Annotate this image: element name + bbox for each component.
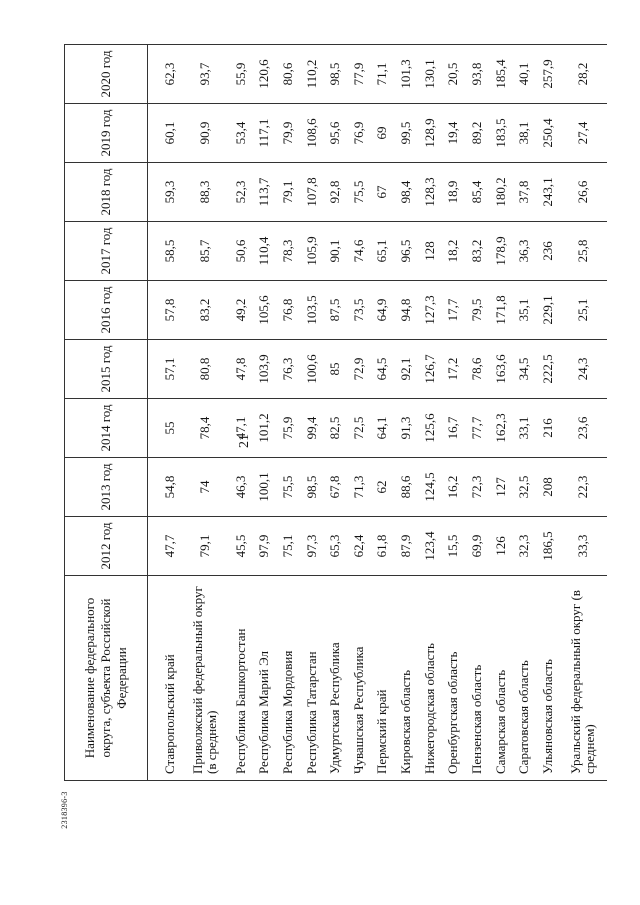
value-cell: 123,4 [418, 517, 442, 576]
value-cell: 126,7 [418, 340, 442, 399]
value-cell: 163,6 [489, 340, 513, 399]
header-year-4: 2015 год [65, 340, 148, 399]
value-cell: 33,3 [560, 517, 607, 576]
document-code: 2318396-3 [60, 791, 69, 829]
value-cell: 32,5 [512, 458, 536, 517]
region-name-cell: Республика Башкортостан [229, 576, 253, 781]
value-cell: 98,5 [323, 45, 347, 104]
value-cell: 100,1 [253, 458, 277, 517]
value-cell: 126 [489, 517, 513, 576]
value-cell: 93,7 [182, 45, 229, 104]
region-name-cell: Приволжский федеральный округ (в среднем) [182, 576, 229, 781]
spacer-cell [148, 340, 159, 399]
value-cell: 38,1 [512, 104, 536, 163]
spacer-row [148, 45, 159, 781]
table-row [394, 45, 418, 781]
header-year-8: 2019 год [65, 104, 148, 163]
value-cell: 15,5 [442, 517, 466, 576]
value-cell: 77,7 [465, 399, 489, 458]
value-cell: 79,9 [276, 104, 300, 163]
value-cell: 79,1 [276, 163, 300, 222]
value-cell: 36,3 [512, 222, 536, 281]
value-cell: 18,9 [442, 163, 466, 222]
value-cell: 208 [536, 458, 560, 517]
value-cell: 47,8 [229, 340, 253, 399]
value-cell: 183,5 [489, 104, 513, 163]
value-cell: 75,5 [347, 163, 371, 222]
value-cell: 85,4 [465, 163, 489, 222]
table-row [253, 45, 277, 781]
spacer-cell [148, 576, 159, 781]
value-cell: 75,5 [276, 458, 300, 517]
region-name-cell: Удмуртская Республика [323, 576, 347, 781]
value-cell: 99,4 [300, 399, 324, 458]
value-cell: 57,8 [158, 281, 182, 340]
value-cell: 47,1 [229, 399, 253, 458]
region-name-cell: Ставропольский край [158, 576, 182, 781]
value-cell: 85 [323, 340, 347, 399]
table-row [158, 45, 182, 781]
spacer-cell [148, 222, 159, 281]
region-name-cell: Кировская область [394, 576, 418, 781]
value-cell: 76,3 [276, 340, 300, 399]
value-cell: 185,4 [489, 45, 513, 104]
header-row [65, 45, 148, 781]
value-cell: 128,3 [418, 163, 442, 222]
value-cell: 58,5 [158, 222, 182, 281]
value-cell: 108,6 [300, 104, 324, 163]
value-cell: 80,6 [276, 45, 300, 104]
value-cell: 25,8 [560, 222, 607, 281]
value-cell: 73,5 [347, 281, 371, 340]
value-cell: 250,4 [536, 104, 560, 163]
value-cell: 55,9 [229, 45, 253, 104]
value-cell: 26,6 [560, 163, 607, 222]
value-cell: 101,2 [253, 399, 277, 458]
value-cell: 16,7 [442, 399, 466, 458]
value-cell: 127 [489, 458, 513, 517]
region-name-cell: Саратовская область [512, 576, 536, 781]
value-cell: 180,2 [489, 163, 513, 222]
value-cell: 83,2 [465, 222, 489, 281]
value-cell: 89,2 [465, 104, 489, 163]
value-cell: 54,8 [158, 458, 182, 517]
value-cell: 62,3 [158, 45, 182, 104]
value-cell: 65,1 [371, 222, 395, 281]
value-cell: 74 [182, 458, 229, 517]
region-name-cell: Самарская область [489, 576, 513, 781]
table-row [489, 45, 513, 781]
value-cell: 113,7 [253, 163, 277, 222]
header-year-7: 2018 год [65, 163, 148, 222]
value-cell: 107,8 [300, 163, 324, 222]
value-cell: 178,9 [489, 222, 513, 281]
table-row [347, 45, 371, 781]
value-cell: 28,2 [560, 45, 607, 104]
value-cell: 75,1 [276, 517, 300, 576]
value-cell: 229,1 [536, 281, 560, 340]
value-cell: 128 [418, 222, 442, 281]
value-cell: 88,6 [394, 458, 418, 517]
value-cell: 130,1 [418, 45, 442, 104]
value-cell: 64,1 [371, 399, 395, 458]
header-year-1: 2012 год [65, 517, 148, 576]
table-row [300, 45, 324, 781]
value-cell: 49,2 [229, 281, 253, 340]
value-cell: 98,5 [300, 458, 324, 517]
header-year-3: 2014 год [65, 399, 148, 458]
value-cell: 18,2 [442, 222, 466, 281]
table-row [276, 45, 300, 781]
value-cell: 72,5 [347, 399, 371, 458]
value-cell: 75,9 [276, 399, 300, 458]
table-row [512, 45, 536, 781]
value-cell: 97,9 [253, 517, 277, 576]
region-name-cell: Ульяновская область [536, 576, 560, 781]
spacer-cell [148, 399, 159, 458]
value-cell: 78,3 [276, 222, 300, 281]
value-cell: 61,8 [371, 517, 395, 576]
value-cell: 79,1 [182, 517, 229, 576]
value-cell: 76,8 [276, 281, 300, 340]
table-row [418, 45, 442, 781]
page-number: 21 [237, 434, 252, 448]
region-name-cell: Республика Татарстан [300, 576, 324, 781]
value-cell: 110,2 [300, 45, 324, 104]
value-cell: 35,1 [512, 281, 536, 340]
value-cell: 34,5 [512, 340, 536, 399]
value-cell: 97,3 [300, 517, 324, 576]
value-cell: 40,1 [512, 45, 536, 104]
value-cell: 92,1 [394, 340, 418, 399]
value-cell: 27,4 [560, 104, 607, 163]
data-table [64, 44, 607, 781]
table-row [229, 45, 253, 781]
value-cell: 67 [371, 163, 395, 222]
value-cell: 95,6 [323, 104, 347, 163]
value-cell: 24,3 [560, 340, 607, 399]
region-name-cell: Уральский федеральный округ (в среднем) [560, 576, 607, 781]
rotated-table-frame [64, 45, 607, 781]
value-cell: 117,1 [253, 104, 277, 163]
value-cell: 236 [536, 222, 560, 281]
value-cell: 64,9 [371, 281, 395, 340]
value-cell: 98,4 [394, 163, 418, 222]
value-cell: 71,1 [371, 45, 395, 104]
value-cell: 50,6 [229, 222, 253, 281]
value-cell: 101,3 [394, 45, 418, 104]
value-cell: 124,5 [418, 458, 442, 517]
value-cell: 90,9 [182, 104, 229, 163]
value-cell: 46,3 [229, 458, 253, 517]
value-cell: 72,9 [347, 340, 371, 399]
value-cell: 94,8 [394, 281, 418, 340]
value-cell: 110,4 [253, 222, 277, 281]
table-row [182, 45, 229, 781]
table-row [371, 45, 395, 781]
value-cell: 62,4 [347, 517, 371, 576]
value-cell: 59,3 [158, 163, 182, 222]
value-cell: 45,5 [229, 517, 253, 576]
table-container [64, 45, 607, 781]
spacer-cell [148, 45, 159, 104]
value-cell: 87,5 [323, 281, 347, 340]
value-cell: 37,8 [512, 163, 536, 222]
value-cell: 67,8 [323, 458, 347, 517]
value-cell: 162,3 [489, 399, 513, 458]
value-cell: 125,6 [418, 399, 442, 458]
value-cell: 19,4 [442, 104, 466, 163]
spacer-cell [148, 104, 159, 163]
value-cell: 17,2 [442, 340, 466, 399]
region-name-cell: Пермский край [371, 576, 395, 781]
value-cell: 216 [536, 399, 560, 458]
spacer-cell [148, 163, 159, 222]
region-name-cell: Республика Мордовия [276, 576, 300, 781]
value-cell: 53,4 [229, 104, 253, 163]
value-cell: 85,7 [182, 222, 229, 281]
value-cell: 120,6 [253, 45, 277, 104]
header-name-column: Наименование федерального округа, субъекта Российской Федерации [65, 576, 148, 781]
value-cell: 96,5 [394, 222, 418, 281]
value-cell: 62 [371, 458, 395, 517]
value-cell: 77,9 [347, 45, 371, 104]
value-cell: 65,3 [323, 517, 347, 576]
value-cell: 91,3 [394, 399, 418, 458]
value-cell: 23,6 [560, 399, 607, 458]
table-row [560, 45, 607, 781]
spacer-cell [148, 517, 159, 576]
value-cell: 78,6 [465, 340, 489, 399]
value-cell: 82,5 [323, 399, 347, 458]
value-cell: 64,5 [371, 340, 395, 399]
table-row [323, 45, 347, 781]
value-cell: 22,3 [560, 458, 607, 517]
spacer-cell [148, 281, 159, 340]
value-cell: 88,3 [182, 163, 229, 222]
value-cell: 69 [371, 104, 395, 163]
value-cell: 186,5 [536, 517, 560, 576]
value-cell: 127,3 [418, 281, 442, 340]
region-name-cell: Чувашская Республика [347, 576, 371, 781]
value-cell: 33,1 [512, 399, 536, 458]
region-name-cell: Пензенская область [465, 576, 489, 781]
table-row [465, 45, 489, 781]
header-year-2: 2013 год [65, 458, 148, 517]
value-cell: 52,3 [229, 163, 253, 222]
value-cell: 57,1 [158, 340, 182, 399]
value-cell: 171,8 [489, 281, 513, 340]
value-cell: 103,5 [300, 281, 324, 340]
value-cell: 17,7 [442, 281, 466, 340]
value-cell: 71,3 [347, 458, 371, 517]
value-cell: 87,9 [394, 517, 418, 576]
region-name-cell: Оренбургская область [442, 576, 466, 781]
table-body [148, 45, 608, 781]
value-cell: 32,3 [512, 517, 536, 576]
spacer-cell [148, 458, 159, 517]
value-cell: 16,2 [442, 458, 466, 517]
value-cell: 100,6 [300, 340, 324, 399]
header-year-9: 2020 год [65, 45, 148, 104]
value-cell: 257,9 [536, 45, 560, 104]
value-cell: 92,8 [323, 163, 347, 222]
value-cell: 79,5 [465, 281, 489, 340]
value-cell: 105,9 [300, 222, 324, 281]
value-cell: 99,5 [394, 104, 418, 163]
value-cell: 78,4 [182, 399, 229, 458]
value-cell: 72,3 [465, 458, 489, 517]
value-cell: 93,8 [465, 45, 489, 104]
value-cell: 103,9 [253, 340, 277, 399]
value-cell: 74,6 [347, 222, 371, 281]
value-cell: 80,8 [182, 340, 229, 399]
value-cell: 25,1 [560, 281, 607, 340]
value-cell: 76,9 [347, 104, 371, 163]
value-cell: 243,1 [536, 163, 560, 222]
value-cell: 90,1 [323, 222, 347, 281]
value-cell: 105,6 [253, 281, 277, 340]
header-year-6: 2017 год [65, 222, 148, 281]
value-cell: 47,7 [158, 517, 182, 576]
value-cell: 222,5 [536, 340, 560, 399]
value-cell: 128,9 [418, 104, 442, 163]
value-cell: 69,9 [465, 517, 489, 576]
header-year-5: 2016 год [65, 281, 148, 340]
value-cell: 20,5 [442, 45, 466, 104]
table-row [536, 45, 560, 781]
value-cell: 83,2 [182, 281, 229, 340]
region-name-cell: Нижегородская область [418, 576, 442, 781]
table-row [442, 45, 466, 781]
value-cell: 55 [158, 399, 182, 458]
region-name-cell: Республика Марий Эл [253, 576, 277, 781]
value-cell: 60,1 [158, 104, 182, 163]
